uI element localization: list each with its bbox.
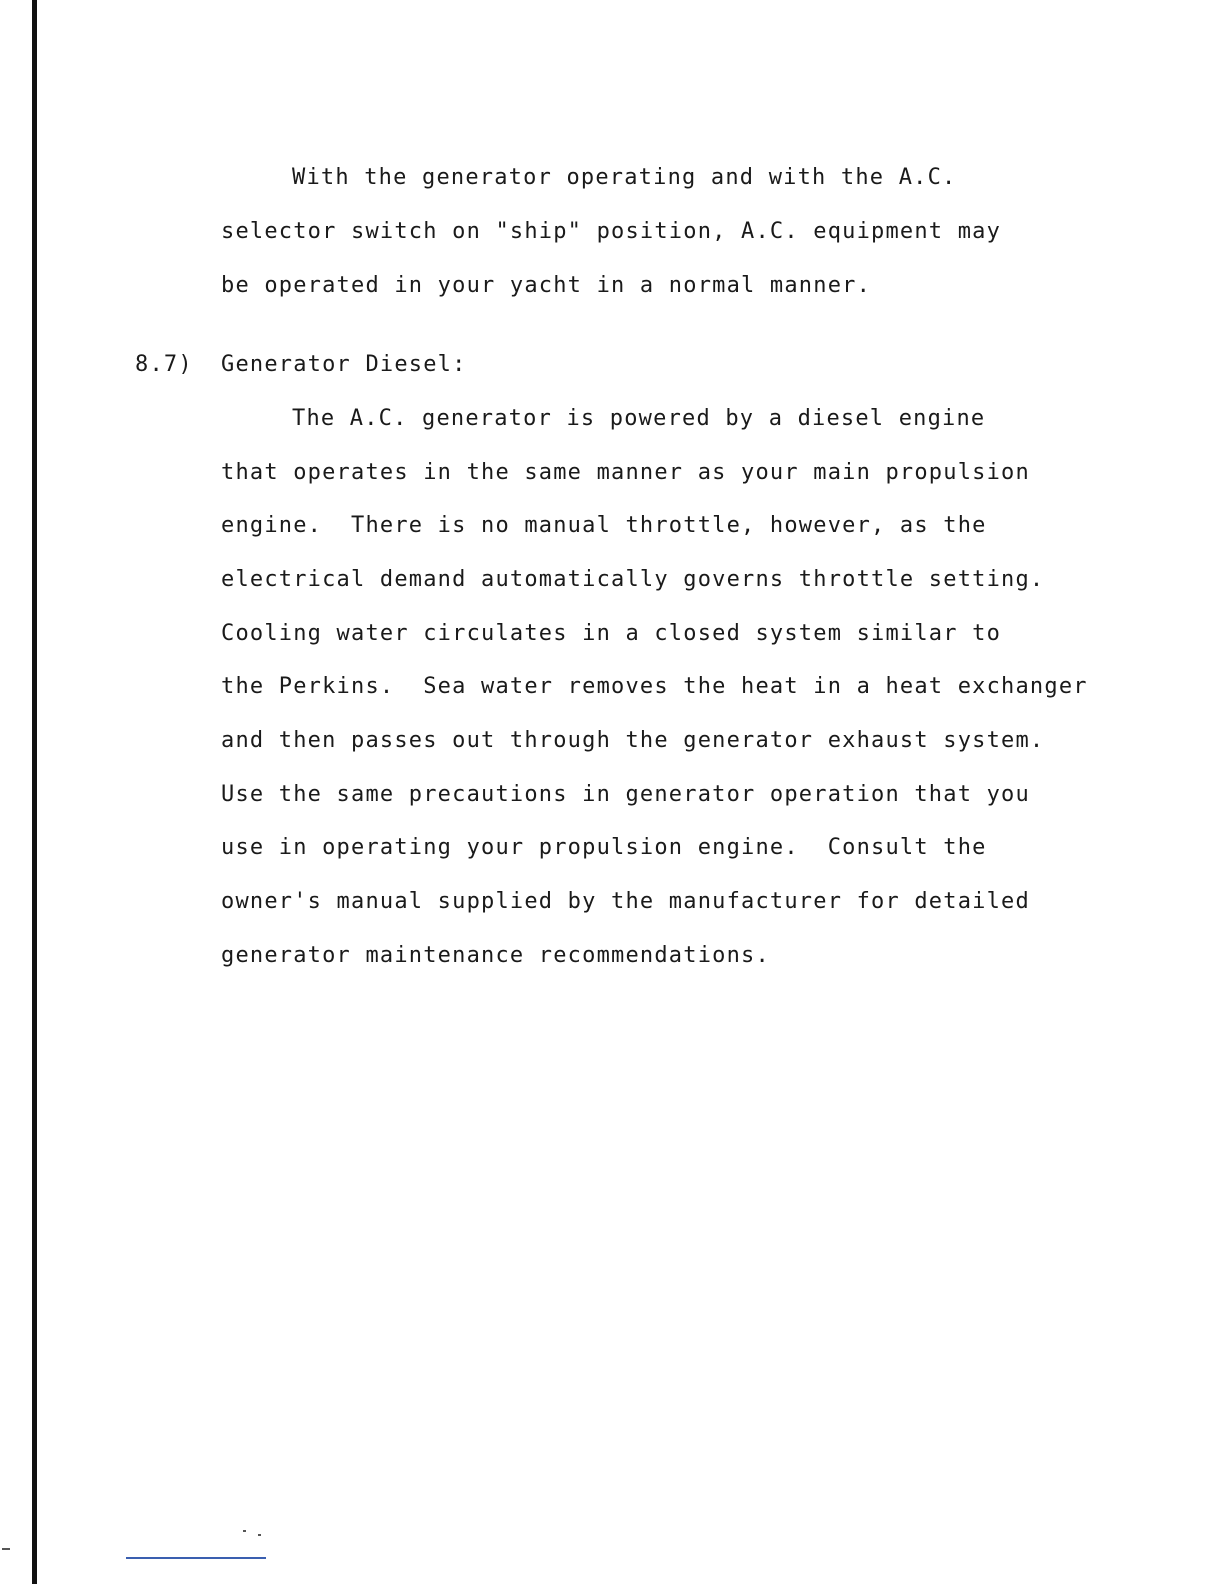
scan-speck	[258, 1534, 261, 1536]
paragraph2-line-2: that operates in the same manner as your main propulsion	[221, 460, 1030, 485]
paragraph2-line-6: the Perkins. Sea water removes the heat in a heat exchanger	[221, 674, 1088, 699]
paragraph2-line-5: Cooling water circulates in a closed system similar to	[221, 621, 1002, 646]
paragraph1-line-2: selector switch on "ship" position, A.C. equipment may	[221, 219, 1002, 244]
scan-speck	[243, 1530, 246, 1532]
paragraph2-line-7: and then passes out through the generator exhaust system.	[221, 728, 1045, 753]
paragraph2-line-4: electrical demand automatically governs throttle setting.	[221, 567, 1045, 592]
section-number: 8.7)	[135, 352, 193, 377]
binding-edge-line	[32, 0, 37, 1584]
paragraph2-line-1: The A.C. generator is powered by a diesel engine	[292, 406, 986, 431]
footer-rule	[126, 1557, 266, 1559]
paragraph1-line-1: With the generator operating and with the A.C.	[292, 165, 957, 190]
paragraph2-line-10: owner's manual supplied by the manufacturer for detailed	[221, 889, 1030, 914]
paragraph2-line-11: generator maintenance recommendations.	[221, 943, 770, 968]
paragraph2-line-9: use in operating your propulsion engine. Consult the	[221, 835, 987, 860]
paragraph1-line-3: be operated in your yacht in a normal manner.	[221, 273, 872, 298]
section-heading: Generator Diesel:	[221, 352, 467, 377]
paragraph2-line-8: Use the same precautions in generator operation that you	[221, 782, 1030, 807]
scan-speck	[2, 1548, 10, 1550]
paragraph2-line-3: engine. There is no manual throttle, however, as the	[221, 513, 987, 538]
